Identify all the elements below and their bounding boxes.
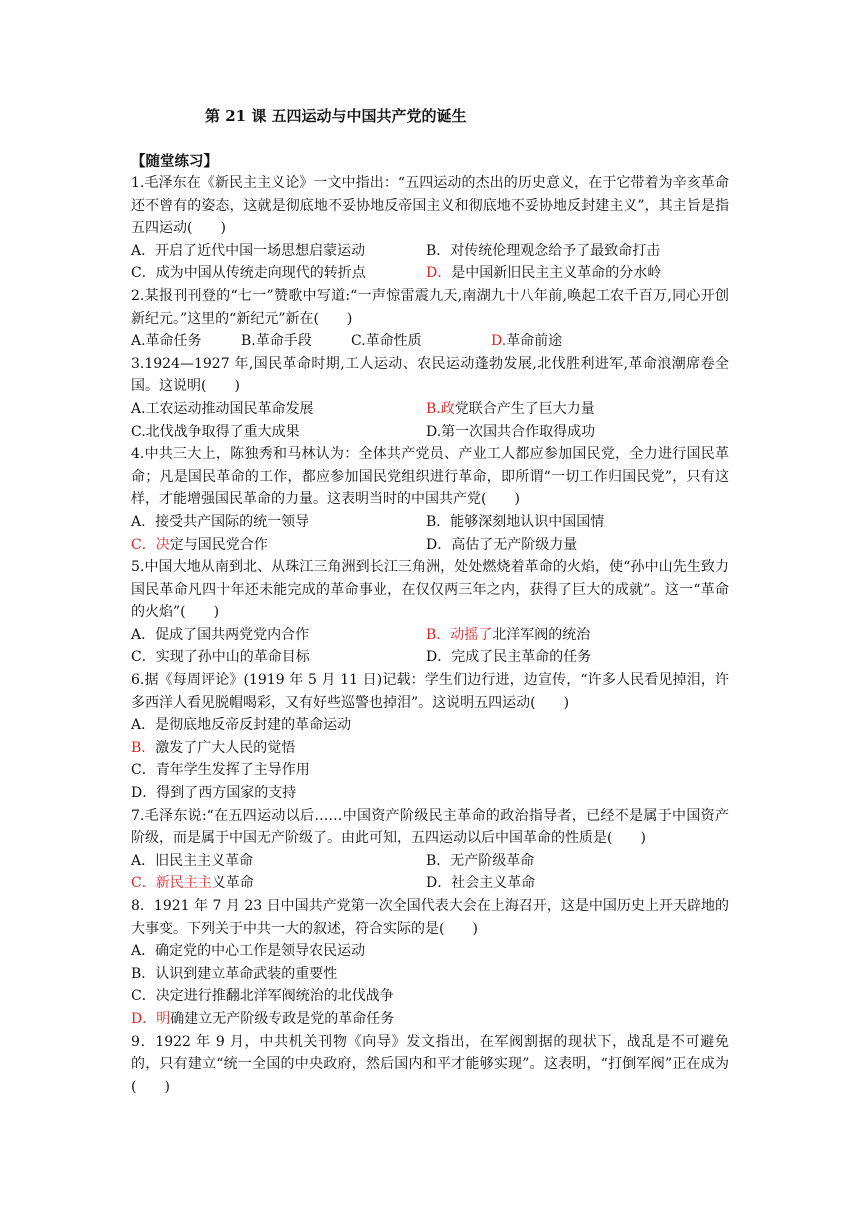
option-b [426, 240, 729, 263]
question-stem: 7.毛泽东说:“在五四运动以后……中国资产阶级民主革命的政治指导者，已经不是属于中国资产阶级，而是属于中国无产阶级了。由此可知，五四运动以后中国革命的性质是( ) [131, 807, 729, 847]
option-d [491, 330, 729, 353]
option-a [131, 398, 426, 421]
option-group [131, 714, 729, 804]
option-b [426, 850, 729, 873]
option-c [131, 985, 729, 1008]
question-stem: 6.据《每周评论》(1919 年 5 月 11 日)记载：学生们边行进，边宣传，“许多人民看见掉泪，许多西洋人看见脱帽喝彩，又有好些巡警也掉泪”。这说明五四运动( ) [131, 672, 729, 711]
option-text: 北洋军阀的统治 [492, 626, 591, 643]
option-text: B．无产阶级革命 [426, 852, 535, 869]
question-7 [131, 805, 729, 895]
option-text: A.工农运动推动国民革命发展 [131, 400, 314, 417]
option-a [131, 511, 426, 534]
option-text: 激发了广大人民的觉悟 [155, 739, 296, 756]
option-a [131, 330, 241, 353]
question-stem: 5.中国大地从南到北、从珠江三角洲到长江三角洲，处处燃烧着革命的火焰，使“孙中山先生致力国民革命凡四十年还未能完成的革命事业，在仅仅两三年之内，获得了巨大的成就”。这一“革命的火焰”( ) [131, 559, 729, 621]
option-group [131, 850, 729, 895]
option-text: B．认识到建立革命武装的重要性 [131, 965, 338, 982]
option-b [426, 511, 729, 534]
option-text: C．决定进行推翻北洋军阀统治的北伐战争 [131, 988, 394, 1005]
option-text: 是中国新旧民主主义革命的分水岭 [451, 265, 662, 282]
question-9 [131, 1031, 729, 1099]
option-group [131, 398, 729, 443]
option-text: A．确定党的中心工作是领导农民运动 [131, 943, 366, 960]
option-b [131, 963, 729, 986]
option-group [131, 240, 729, 285]
option-c [131, 534, 426, 557]
question-stem: 9．1922 年 9 月，中共机关刊物《向导》发文指出，在军阀割据的现状下，战乱是不可避免的，只有建立“统一全国的中央政府，然后国内和平才能够实现”。这表明，“打倒军阀”正在成为( ) [131, 1033, 729, 1095]
question-4 [131, 443, 729, 556]
option-highlight: C．决 [131, 536, 170, 553]
option-text: D．得到了西方国家的支持 [131, 785, 297, 802]
question-stem: 4.中共三大上，陈独秀和马林认为：全体共产党员、产业工人都应参加国民党，全力进行国民革命；凡是国民革命的工作，都应参加国民党组织进行革命，即所谓“一切工作归国民党”，只有这样，才能增强国民革命的力量。这表明当时的中国共产党( ) [131, 446, 729, 508]
option-text: B.革命手段 [241, 333, 312, 350]
option-c [131, 646, 426, 669]
option-text: A.革命任务 [131, 333, 202, 350]
option-text: B．对传统伦理观念给予了最致命打击 [426, 242, 661, 259]
lesson-title: 第 21 课 五四运动与中国共产党的诞生 [205, 107, 467, 125]
option-text: A．是彻底地反帝反封建的革命运动 [131, 717, 352, 734]
option-text: 革命前途 [506, 333, 563, 350]
option-c [131, 421, 426, 444]
question-stem: 1.毛泽东在《新民主主义论》一文中指出：“五四运动的杰出的历史意义，在于它带着为辛亥革命还不曾有的姿态，这就是彻底地不妥协地反帝国主义和彻底地不妥协地反封建主义”，其主旨是指五四运动( ) [131, 175, 729, 237]
option-text: C．青年学生发挥了主导作用 [131, 762, 310, 779]
option-a [131, 240, 426, 263]
question-5 [131, 556, 729, 669]
option-text: A．开启了近代中国一场思想启蒙运动 [131, 242, 366, 259]
question-stem: 3.1924—1927 年,国民革命时期,工人运动、农民运动蓬勃发展,北伐胜利进军,革命浪潮席卷全国。这说明( ) [131, 355, 729, 395]
option-c [131, 262, 426, 285]
option-highlight: D． [426, 265, 452, 282]
option-d [426, 534, 729, 557]
option-d [426, 262, 729, 285]
option-text: A．旧民主主义革命 [131, 852, 254, 869]
option-text: A．促成了国共两党党内合作 [131, 626, 310, 643]
option-group [131, 624, 729, 669]
option-c [131, 872, 426, 895]
question-6 [131, 669, 729, 805]
option-text: 定与国民党合作 [169, 536, 268, 553]
question-stem: 8．1921 年 7 月 23 日中国共产党第一次全国代表大会在上海召开，这是中国历史上开天辟地的大事变。下列关于中共一大的叙述，符合实际的是( ) [131, 898, 729, 937]
option-text: B．能够深刻地认识中国国情 [426, 513, 605, 530]
question-stem: 2.某报刊刊登的“七一”赞歌中写道:“一声惊雷震九天,南湖九十八年前,唤起工农千百万,同心开创新纪元。”这里的“新纪元”新在( ) [131, 287, 729, 327]
option-text: D.第一次国共合作取得成功 [426, 423, 596, 440]
option-d [426, 872, 729, 895]
option-group [131, 330, 729, 353]
option-group [131, 511, 729, 556]
option-text: C．实现了孙中山的革命目标 [131, 649, 310, 666]
option-a [131, 850, 426, 873]
option-a [131, 940, 729, 963]
question-list [131, 172, 729, 1098]
option-d [426, 421, 729, 444]
option-text: C．成为中国从传统走向现代的转折点 [131, 265, 366, 282]
option-text: D．社会主义革命 [426, 875, 536, 892]
question-8 [131, 895, 729, 1031]
option-d [426, 646, 729, 669]
option-c [131, 759, 729, 782]
option-text: C.革命性质 [351, 333, 422, 350]
option-group [131, 940, 729, 1030]
option-text: A．接受共产国际的统一领导 [131, 513, 310, 530]
question-2 [131, 285, 729, 353]
option-text: 义革命 [211, 875, 254, 892]
option-text: D．高估了无产阶级力量 [426, 536, 578, 553]
option-text: D．完成了民主革命的任务 [426, 649, 592, 666]
option-b [426, 398, 729, 421]
option-a [131, 624, 426, 647]
option-b [131, 737, 729, 760]
option-highlight: C．新民主主 [131, 875, 212, 892]
option-highlight: B．动摇了 [426, 626, 493, 643]
option-highlight: D. [491, 333, 507, 350]
option-highlight: B． [131, 739, 156, 756]
option-text: 党联合产生了巨大力量 [454, 400, 595, 417]
option-d [131, 782, 729, 805]
option-highlight: D．明 [131, 1010, 171, 1027]
option-b [241, 330, 351, 353]
option-text: C.北伐战争取得了重大成果 [131, 423, 300, 440]
option-text: 确建立无产阶级专政是党的革命任务 [170, 1010, 395, 1027]
option-c [351, 330, 491, 353]
section-heading: 【随堂练习】 [131, 153, 218, 170]
option-b [426, 624, 729, 647]
question-3 [131, 353, 729, 443]
option-highlight: B.政 [426, 400, 455, 417]
option-a [131, 714, 729, 737]
option-d [131, 1008, 729, 1031]
question-1 [131, 172, 729, 285]
